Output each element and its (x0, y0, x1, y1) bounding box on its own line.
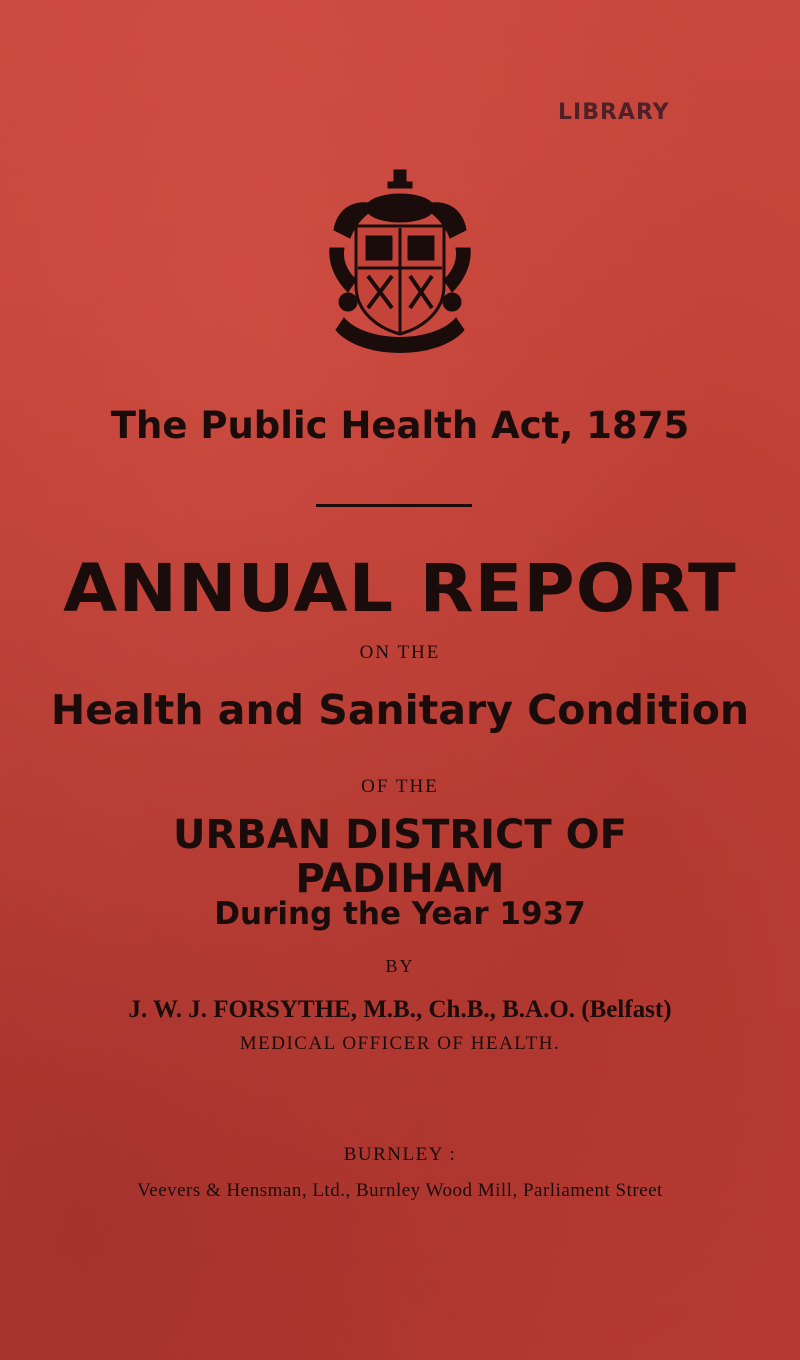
district-line-2: PADIHAM (295, 856, 505, 902)
publication-place: BURNLEY : (343, 1144, 457, 1165)
subject-title: Health and Sanitary Condition (50, 686, 750, 734)
act-title: The Public Health Act, 1875 (110, 404, 690, 447)
author-name: J. W. J. FORSYTHE, M.B., Ch.B., B.A.O. (Belfast) (128, 996, 672, 1023)
district-line-1: URBAN DISTRICT OF (173, 812, 627, 858)
coat-of-arms-icon (326, 168, 474, 358)
main-title: ANNUAL REPORT (63, 550, 737, 627)
by-text: BY (385, 956, 415, 976)
author-role: MEDICAL OFFICER OF HEALTH. (239, 1033, 561, 1054)
on-the-text: ON THE (359, 642, 441, 663)
of-the-text: OF THE (361, 776, 439, 797)
library-stamp: LIBRARY (558, 100, 670, 125)
divider (316, 504, 472, 507)
report-period: During the Year 1937 (214, 896, 586, 932)
printer-line: Veevers & Hensman, Ltd., Burnley Wood Mill, Parliament Street (137, 1180, 663, 1201)
